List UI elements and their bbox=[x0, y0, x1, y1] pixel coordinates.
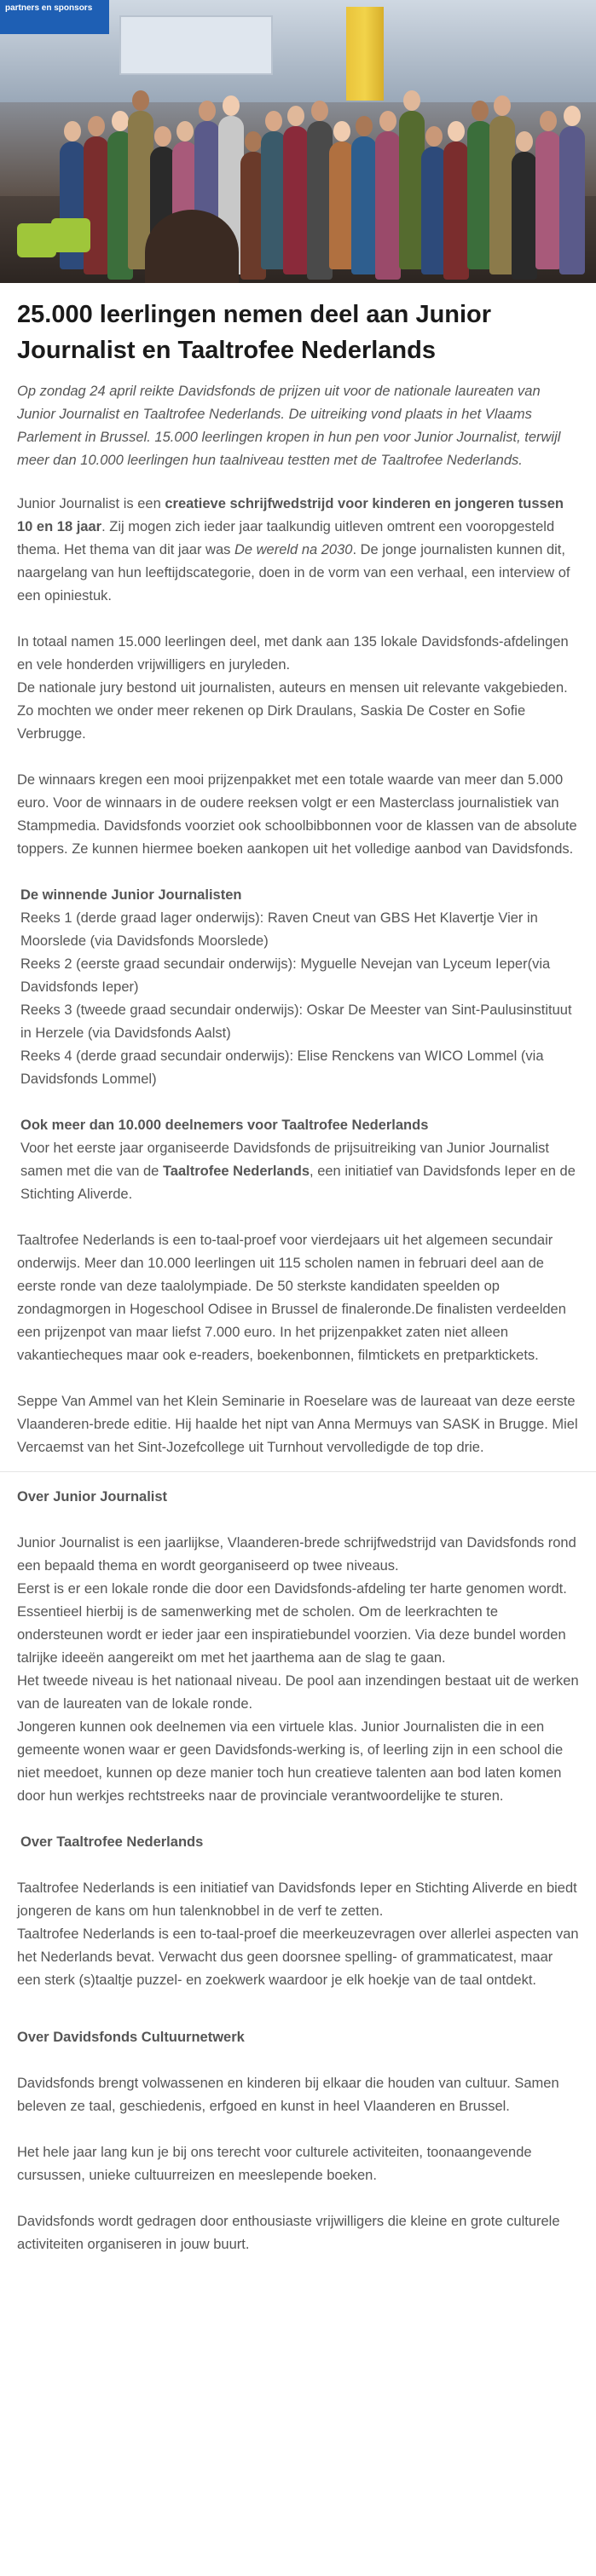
winner-reeks-4: Reeks 4 (derde graad secundair onderwijs): Elise Renckens van WICO Lommel (via Davidsfonds Lommel) bbox=[20, 1048, 544, 1087]
crowd-person bbox=[512, 152, 537, 280]
intro-theme: De wereld na 2030 bbox=[234, 542, 353, 557]
winners-list bbox=[17, 884, 579, 1091]
flag bbox=[346, 7, 384, 101]
crowd-head bbox=[287, 106, 304, 126]
about-tt-title: Over Taaltrofee Nederlands bbox=[20, 1834, 204, 1850]
crowd-head bbox=[403, 90, 420, 111]
intro-mid: . Zij mogen zich ieder jaar taalkundig uitleven omtrent een vooropgesteld thema. Het thema van dit jaar was bbox=[17, 519, 555, 557]
about-jj-text bbox=[17, 1532, 579, 1808]
crowd-person bbox=[283, 126, 309, 274]
divider bbox=[0, 1471, 596, 1472]
paragraph-taaltrofee: Taaltrofee Nederlands is een to-taal-proef voor vierdejaars uit het algemeen secundair onderwijs. Meer dan 10.000 leerlingen uit 115 scholen namen in februari deel aan de eerste ronde van deze taalolympiade. De 50 sterkste kandidaten speelden op zondagmorgen in Hogeschool Odisee in Brussel de finaleronde.De finalisten verdeelden een prijzenpot van maar liefst 7.000 euro. In het prijzenpakket zaten niet alleen vakantiecheques maar ook e-readers, boekenbonnen, filmtickets en pretparktickets. bbox=[17, 1233, 566, 1363]
crowd-head bbox=[472, 101, 489, 121]
winner-reeks-3: Reeks 3 (tweede graad secundair onderwijs): Oskar De Meester van Sint-Paulusinstituut in Herzele (via Davidsfonds Aalst) bbox=[20, 1002, 572, 1041]
paragraph-participants bbox=[17, 631, 579, 746]
crowd-head bbox=[540, 111, 557, 131]
chair bbox=[51, 218, 90, 252]
taaltrofee-title: Ook meer dan 10.000 deelnemers voor Taaltrofee Nederlands bbox=[20, 1118, 429, 1133]
about-df-title: Over Davidsfonds Cultuurnetwerk bbox=[17, 2030, 245, 2045]
article bbox=[0, 297, 596, 2313]
sponsor-banner-text: partners en sponsors bbox=[5, 3, 93, 13]
crowd-head bbox=[245, 131, 262, 152]
crowd-head bbox=[64, 121, 81, 142]
jury-text: De nationale jury bestond uit journalisten, auteurs en mensen uit relevante vakgebieden. Zo mochten we onder meer rekenen op Dirk Draulans, Saskia De Coster en Sofie Verbrugge. bbox=[17, 680, 568, 742]
about-jj-line-3: Het tweede niveau is het nationaal niveau. De pool aan inzendingen bestaat uit de werken van de laureaten van de lokale ronde. bbox=[17, 1673, 579, 1712]
intro-pre: Junior Journalist is een bbox=[17, 496, 165, 511]
crowd-head bbox=[448, 121, 465, 142]
crowd-head bbox=[265, 111, 282, 131]
paragraph-intro bbox=[17, 493, 579, 608]
crowd-person bbox=[443, 142, 469, 280]
paragraph-prizes: De winnaars kregen een mooi prijzenpakket met een totale waarde van meer dan 5.000 euro. Voor de winnaars in de oudere reeksen volgt er een Masterclass journalistiek van Stampmedia. Davidsfonds voorziet ook schoolbibbonnen voor de klassen van de absolute toppers. Ze kunnen hiermee boeken aankopen uit het volledige aanbod van Davidsfonds. bbox=[17, 772, 577, 857]
about-tt-line-1: Taaltrofee Nederlands is een initiatief van Davidsfonds Ieper en Stichting Aliverde en biedt jongeren de kans om hun talenknobbel in de verf te zetten. bbox=[17, 1880, 577, 1919]
hero-photo bbox=[0, 0, 596, 283]
sponsor-banner bbox=[0, 0, 109, 34]
crowd-head bbox=[494, 95, 511, 116]
hero-screen bbox=[119, 15, 273, 75]
crowd-head bbox=[112, 111, 129, 131]
crowd-head bbox=[223, 95, 240, 116]
taaltrofee-post: , een initiatief van Davidsfonds Ieper en de Stichting Aliverde. bbox=[20, 1164, 576, 1202]
taaltrofee-text bbox=[20, 1137, 579, 1206]
about-df-p3: Davidsfonds wordt gedragen door enthousiaste vrijwilligers die kleine en grote culturele activiteiten organiseren in jouw buurt. bbox=[17, 2214, 560, 2252]
intro-bold: creatieve schrijfwedstrijd voor kinderen en jongeren tussen 10 en 18 jaar bbox=[17, 496, 564, 534]
crowd-person bbox=[84, 136, 109, 274]
about-df-p2: Het hele jaar lang kun je bij ons terecht voor culturele activiteiten, toonaangevende cursussen, unieke cultuurreizen en meeslepende boeken. bbox=[17, 2145, 532, 2183]
intro-post: . De jonge journalisten kunnen dit, naargelang van hun leeftijdscategorie, doen in de vorm van een verhaal, een interview of een opiniestuk. bbox=[17, 542, 570, 604]
crowd-head bbox=[199, 101, 216, 121]
crowd-head bbox=[311, 101, 328, 121]
about-jj-line-1: Junior Journalist is een jaarlijkse, Vlaanderen-brede schrijfwedstrijd van Davidsfonds rond een bepaald thema en wordt georganiseerd op twee niveaus. bbox=[17, 1535, 576, 1574]
crowd-head bbox=[132, 90, 149, 111]
winner-reeks-1: Reeks 1 (derde graad lager onderwijs): Raven Cneut van GBS Het Klavertje Vier in Moorslede (via Davidsfonds Moorslede) bbox=[20, 910, 538, 949]
article-title: 25.000 leerlingen nemen deel aan Junior Journalist en Taaltrofee Nederlands bbox=[17, 301, 492, 364]
taaltrofee-pre: Voor het eerste jaar organiseerde Davidsfonds de prijsuitreiking van Junior Journalist samen met die van de bbox=[20, 1141, 550, 1179]
crowd-person bbox=[535, 131, 561, 269]
about-tt-line-2: Taaltrofee Nederlands is een to-taal-proef die meerkeuzevragen over allerlei aspecten van het Nederlands bevat. Verwacht dus geen doorsnee spelling- of grammaticatest, maar een sterk (s)taaltje puzzel- en zoekwerk waardoor je elk hoekje van de taal ontdekt. bbox=[17, 1926, 579, 1988]
about-df-p1: Davidsfonds brengt volwassenen en kinderen bij elkaar die houden van cultuur. Samen beleven ze taal, geschiedenis, erfgoed en kunst in heel Vlaanderen en Brussel. bbox=[17, 2076, 559, 2114]
about-jj-line-4: Jongeren kunnen ook deelnemen via een virtuele klas. Junior Journalisten die in een gemeente wonen waar er geen Davidsfonds-werking is, of leerling zijn in een school die niet meedoet, kunnen op deze manier toch hun creatieve talenten aan bod laten komen door hun werkjes rechtstreeks naar de provinciale verantwoordelijke te sturen. bbox=[17, 1719, 564, 1804]
paragraph-laureates: Seppe Van Ammel van het Klein Seminarie in Roeselare was de laureaat van deze eerste Vlaanderen-brede editie. Hij haalde het nipt van Anna Mermuys van SASK in Brugge. Miel Vercaemst van het Sint-Jozefcollege uit Turnhout vervolledigde de top drie. bbox=[17, 1394, 578, 1455]
winners-title: De winnende Junior Journalisten bbox=[20, 887, 242, 903]
crowd-head bbox=[379, 111, 396, 131]
crowd-person bbox=[559, 126, 585, 274]
taaltrofee-intro bbox=[17, 1114, 579, 1206]
winner-reeks-2: Reeks 2 (eerste graad secundair onderwijs): Myguelle Nevejan van Lyceum Ieper(via Davidsfonds Ieper) bbox=[20, 956, 551, 995]
crowd-head bbox=[356, 116, 373, 136]
article-lead: Op zondag 24 april reikte Davidsfonds de prijzen uit voor de nationale laureaten van Junior Journalist en Taaltrofee Nederlands. De uitreiking vond plaats in het Vlaams Parlement in Brussel. 15.000 leerlingen kropen in hun pen voor Junior Journalist, terwijl meer dan 10.000 leerlingen hun taalniveau testten met de Taaltrofee Nederlands. bbox=[17, 384, 561, 468]
crowd-person bbox=[375, 131, 401, 280]
crowd-head bbox=[564, 106, 581, 126]
about-jj-title: Over Junior Journalist bbox=[17, 1489, 168, 1505]
crowd-person bbox=[351, 136, 377, 274]
participants-text: In totaal namen 15.000 leerlingen deel, met dank aan 135 lokale Davidsfonds-afdelingen en vele honderden vrijwilligers en juryleden. bbox=[17, 634, 569, 673]
crowd-head bbox=[154, 126, 171, 147]
crowd-head bbox=[425, 126, 443, 147]
crowd-head bbox=[176, 121, 194, 142]
about-tt-text bbox=[17, 1877, 579, 1992]
taaltrofee-bold: Taaltrofee Nederlands bbox=[162, 1164, 310, 1179]
about-jj-line-2: Eerst is er een lokale ronde die door een Davidsfonds-afdeling ter harte genomen wordt. Essentieel hierbij is de samenwerking met de scholen. Om de leerkrachten te ondersteunen wordt er ieder jaar een inspiratiebundel voorzien. Via deze bundel worden talrijke ideeën aangereikt om met het jaarthema aan de slag te gaan. bbox=[17, 1581, 567, 1666]
crowd-head bbox=[333, 121, 350, 142]
crowd-head bbox=[516, 131, 533, 152]
crowd-head bbox=[88, 116, 105, 136]
